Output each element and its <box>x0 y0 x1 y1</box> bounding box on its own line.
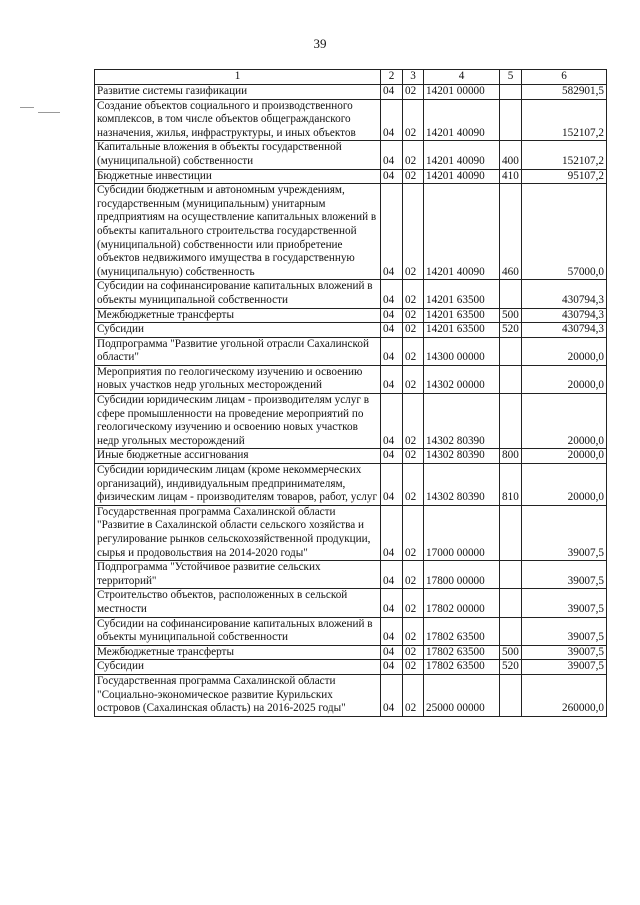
row-expense-type-cell: 410 <box>500 169 522 184</box>
row-subsection-cell: 02 <box>403 280 424 308</box>
row-section-cell: 04 <box>381 85 403 100</box>
row-name-cell: Бюджетные инвестиции <box>95 169 381 184</box>
row-section-cell: 04 <box>381 449 403 464</box>
header-cell-target-code: 4 <box>424 70 500 85</box>
row-expense-type-cell: 500 <box>500 645 522 660</box>
row-target-code-cell: 14201 63500 <box>424 323 500 338</box>
row-target-code-cell: 14201 40090 <box>424 169 500 184</box>
row-expense-type-cell: 810 <box>500 464 522 506</box>
row-section-cell: 04 <box>381 561 403 589</box>
row-amount-cell: 152107,2 <box>522 141 607 169</box>
row-subsection-cell: 02 <box>403 169 424 184</box>
row-subsection-cell: 02 <box>403 184 424 280</box>
row-expense-type-cell <box>500 365 522 393</box>
row-subsection-cell: 02 <box>403 99 424 141</box>
row-target-code-cell: 25000 00000 <box>424 674 500 716</box>
row-name-cell: Мероприятия по геологическому изучению и освоению новых участков недр угольных месторождений <box>95 365 381 393</box>
row-amount-cell: 430794,3 <box>522 308 607 323</box>
table-row <box>95 308 607 323</box>
row-amount-cell: 39007,5 <box>522 660 607 675</box>
table-row <box>95 280 607 308</box>
row-expense-type-cell <box>500 280 522 308</box>
row-expense-type-cell: 520 <box>500 660 522 675</box>
table-row <box>95 99 607 141</box>
table-row <box>95 505 607 560</box>
row-target-code-cell: 14201 40090 <box>424 99 500 141</box>
row-name-cell: Субсидии на софинансирование капитальных вложений в объекты муниципальной собственности <box>95 617 381 645</box>
table-row <box>95 365 607 393</box>
row-amount-cell: 20000,0 <box>522 449 607 464</box>
row-target-code-cell: 14201 40090 <box>424 184 500 280</box>
row-subsection-cell: 02 <box>403 505 424 560</box>
header-row <box>95 70 607 85</box>
header-cell-amount: 6 <box>522 70 607 85</box>
row-name-cell: Подпрограмма "Устойчивое развитие сельских территорий" <box>95 561 381 589</box>
row-subsection-cell: 02 <box>403 141 424 169</box>
row-name-cell: Строительство объектов, расположенных в сельской местности <box>95 589 381 617</box>
header-cell-name: 1 <box>95 70 381 85</box>
row-expense-type-cell: 500 <box>500 308 522 323</box>
table-row <box>95 660 607 675</box>
row-subsection-cell: 02 <box>403 365 424 393</box>
row-expense-type-cell: 400 <box>500 141 522 169</box>
row-amount-cell: 39007,5 <box>522 505 607 560</box>
row-target-code-cell: 14201 40090 <box>424 141 500 169</box>
row-amount-cell: 582901,5 <box>522 85 607 100</box>
row-target-code-cell: 17802 63500 <box>424 617 500 645</box>
row-amount-cell: 57000,0 <box>522 184 607 280</box>
row-section-cell: 04 <box>381 464 403 506</box>
row-target-code-cell: 17802 63500 <box>424 645 500 660</box>
row-section-cell: 04 <box>381 280 403 308</box>
row-amount-cell: 20000,0 <box>522 337 607 365</box>
row-name-cell: Субсидии <box>95 660 381 675</box>
row-section-cell: 04 <box>381 184 403 280</box>
row-name-cell: Создание объектов социального и производственного комплексов, в том числе объектов общегражданского назначения, жилья, инфраструктуры, и иных объектов <box>95 99 381 141</box>
row-subsection-cell: 02 <box>403 589 424 617</box>
row-target-code-cell: 14201 63500 <box>424 280 500 308</box>
row-expense-type-cell <box>500 99 522 141</box>
row-target-code-cell: 14302 00000 <box>424 365 500 393</box>
table-row <box>95 449 607 464</box>
row-name-cell: Государственная программа Сахалинской области "Социально-экономическое развитие Курильских островов (Сахалинская область) на 2016-2025 годы" <box>95 674 381 716</box>
row-amount-cell: 260000,0 <box>522 674 607 716</box>
row-amount-cell: 152107,2 <box>522 99 607 141</box>
header-cell-section: 2 <box>381 70 403 85</box>
table-row <box>95 617 607 645</box>
row-amount-cell: 20000,0 <box>522 365 607 393</box>
header-cell-expense-type: 5 <box>500 70 522 85</box>
row-section-cell: 04 <box>381 660 403 675</box>
row-expense-type-cell <box>500 85 522 100</box>
table-row <box>95 394 607 449</box>
row-name-cell: Субсидии на софинансирование капитальных вложений в объекты муниципальной собственности <box>95 280 381 308</box>
row-section-cell: 04 <box>381 308 403 323</box>
row-name-cell: Межбюджетные трансферты <box>95 308 381 323</box>
row-expense-type-cell: 800 <box>500 449 522 464</box>
row-target-code-cell: 17802 63500 <box>424 660 500 675</box>
row-amount-cell: 20000,0 <box>522 464 607 506</box>
row-target-code-cell: 17802 00000 <box>424 589 500 617</box>
row-name-cell: Субсидии <box>95 323 381 338</box>
row-subsection-cell: 02 <box>403 561 424 589</box>
row-subsection-cell: 02 <box>403 617 424 645</box>
row-section-cell: 04 <box>381 645 403 660</box>
row-subsection-cell: 02 <box>403 674 424 716</box>
row-section-cell: 04 <box>381 169 403 184</box>
row-amount-cell: 39007,5 <box>522 645 607 660</box>
row-subsection-cell: 02 <box>403 85 424 100</box>
table-body <box>95 85 607 717</box>
table-row <box>95 141 607 169</box>
table-row <box>95 85 607 100</box>
row-name-cell: Субсидии юридическим лицам (кроме некоммерческих организаций), индивидуальным предпринимателям, физическим лицам - производителям товаров, работ, услуг <box>95 464 381 506</box>
row-section-cell: 04 <box>381 365 403 393</box>
row-amount-cell: 95107,2 <box>522 169 607 184</box>
row-name-cell: Субсидии бюджетным и автономным учреждениям, государственным (муниципальным) унитарным предприятиям на осуществление капитальных вложений в объекты капитального строительства государственной (муниципальной) собственности или приобретение объектов недвижимого имущества в государственную (муниципальную) собственность <box>95 184 381 280</box>
table-row <box>95 674 607 716</box>
row-section-cell: 04 <box>381 394 403 449</box>
row-subsection-cell: 02 <box>403 660 424 675</box>
row-section-cell: 04 <box>381 141 403 169</box>
row-target-code-cell: 14302 80390 <box>424 449 500 464</box>
row-section-cell: 04 <box>381 99 403 141</box>
row-name-cell: Иные бюджетные ассигнования <box>95 449 381 464</box>
row-amount-cell: 39007,5 <box>522 617 607 645</box>
row-expense-type-cell: 460 <box>500 184 522 280</box>
row-expense-type-cell <box>500 617 522 645</box>
table-row <box>95 464 607 506</box>
row-expense-type-cell <box>500 505 522 560</box>
row-target-code-cell: 14302 80390 <box>424 394 500 449</box>
row-expense-type-cell <box>500 337 522 365</box>
row-subsection-cell: 02 <box>403 337 424 365</box>
table-row <box>95 589 607 617</box>
row-name-cell: Капитальные вложения в объекты государственной (муниципальной) собственности <box>95 141 381 169</box>
row-name-cell: Развитие системы газификации <box>95 85 381 100</box>
row-name-cell: Субсидии юридическим лицам - производителям услуг в сфере промышленности на проведение мероприятий по геологическому изучению и освоению новых участков недр угольных месторождений <box>95 394 381 449</box>
row-amount-cell: 39007,5 <box>522 561 607 589</box>
row-subsection-cell: 02 <box>403 308 424 323</box>
row-section-cell: 04 <box>381 505 403 560</box>
scan-mark <box>20 107 34 108</box>
row-subsection-cell: 02 <box>403 323 424 338</box>
row-target-code-cell: 17000 00000 <box>424 505 500 560</box>
row-expense-type-cell <box>500 674 522 716</box>
row-subsection-cell: 02 <box>403 449 424 464</box>
row-amount-cell: 430794,3 <box>522 323 607 338</box>
row-subsection-cell: 02 <box>403 394 424 449</box>
row-target-code-cell: 14300 00000 <box>424 337 500 365</box>
table-row <box>95 169 607 184</box>
row-target-code-cell: 14201 63500 <box>424 308 500 323</box>
table-row <box>95 323 607 338</box>
header-cell-subsection: 3 <box>403 70 424 85</box>
row-name-cell: Государственная программа Сахалинской области "Развитие в Сахалинской области сельского хозяйства и регулирование рынков сельскохозяйственной продукции, сырья и продовольствия на 2014-2020 годы" <box>95 505 381 560</box>
row-target-code-cell: 17800 00000 <box>424 561 500 589</box>
row-section-cell: 04 <box>381 617 403 645</box>
scan-mark <box>38 112 60 113</box>
row-section-cell: 04 <box>381 323 403 338</box>
row-amount-cell: 430794,3 <box>522 280 607 308</box>
row-name-cell: Подпрограмма "Развитие угольной отрасли Сахалинской области" <box>95 337 381 365</box>
row-target-code-cell: 14302 80390 <box>424 464 500 506</box>
row-amount-cell: 39007,5 <box>522 589 607 617</box>
row-name-cell: Межбюджетные трансферты <box>95 645 381 660</box>
row-expense-type-cell <box>500 561 522 589</box>
row-target-code-cell: 14201 00000 <box>424 85 500 100</box>
row-subsection-cell: 02 <box>403 464 424 506</box>
row-amount-cell: 20000,0 <box>522 394 607 449</box>
table-row <box>95 184 607 280</box>
row-section-cell: 04 <box>381 589 403 617</box>
table-row <box>95 645 607 660</box>
row-section-cell: 04 <box>381 674 403 716</box>
row-expense-type-cell: 520 <box>500 323 522 338</box>
row-subsection-cell: 02 <box>403 645 424 660</box>
table-row <box>95 337 607 365</box>
budget-table <box>94 69 607 717</box>
row-section-cell: 04 <box>381 337 403 365</box>
table-row <box>95 561 607 589</box>
row-expense-type-cell <box>500 589 522 617</box>
row-expense-type-cell <box>500 394 522 449</box>
page-number: 39 <box>313 36 327 51</box>
